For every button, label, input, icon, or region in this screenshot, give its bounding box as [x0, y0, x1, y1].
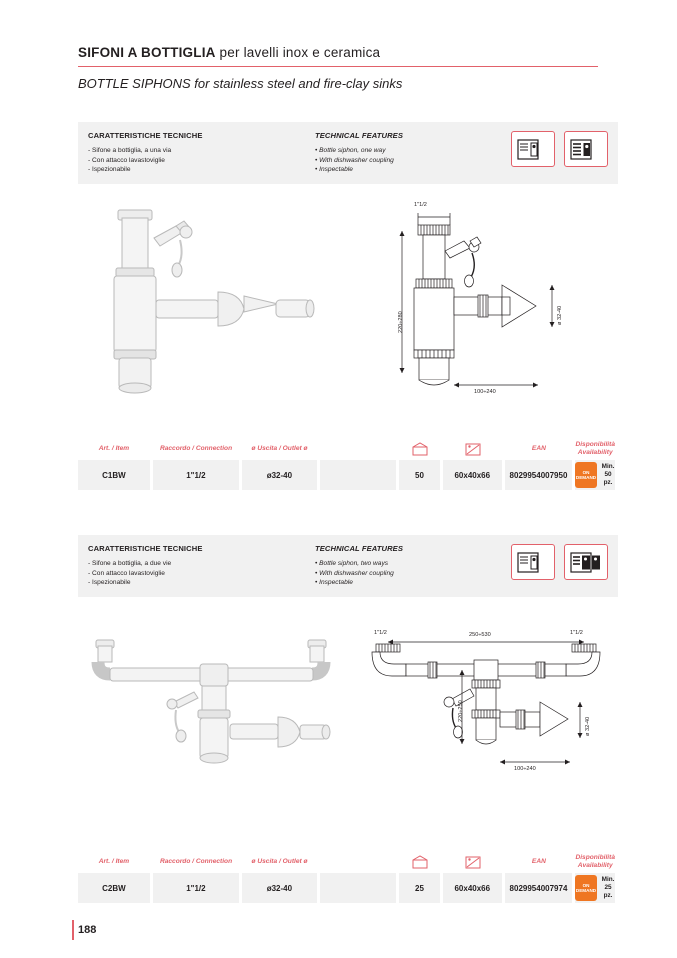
table-header-2	[78, 851, 618, 873]
page-title-bold: SIFONI A BOTTIGLIA	[78, 45, 216, 60]
features-it-2	[88, 544, 238, 588]
cell-blank	[320, 460, 397, 490]
product-table-1	[78, 438, 618, 490]
min-qty	[601, 876, 615, 900]
table-row	[78, 460, 618, 490]
features-en-1	[315, 131, 475, 175]
technical-drawing-c2bw	[366, 626, 616, 816]
single-bowl-sink-icon	[511, 131, 555, 167]
dim-span-2: 250÷530	[469, 632, 491, 638]
features-list-en-1	[315, 146, 475, 175]
dim-outlet-1: ø 32-40	[557, 305, 563, 325]
pictogram-group-2	[511, 544, 608, 580]
features-list-it-2	[88, 559, 238, 588]
list-item: • With dishwasher coupling	[315, 156, 394, 164]
table-row	[78, 873, 618, 903]
cell-pack-qty: 25	[399, 873, 439, 903]
dim-height-1: 220÷280	[398, 311, 404, 333]
features-title-en-2: TECHNICAL FEATURES	[315, 544, 404, 553]
features-en-2	[315, 544, 475, 588]
technical-drawing-c1bw	[392, 202, 612, 410]
badge-line1: ON	[582, 469, 590, 475]
pictogram-group-1	[511, 131, 608, 167]
single-bowl-sink-with-drainer-icon	[511, 544, 555, 580]
box-icon	[400, 442, 440, 457]
dim-length-1: 100÷240	[474, 389, 496, 395]
page-title	[78, 45, 598, 66]
page-header	[78, 45, 598, 91]
features-list-it-1	[88, 146, 238, 175]
table-header-1	[78, 438, 618, 460]
th-availability-en: Availability	[577, 862, 613, 869]
footer-accent-bar	[72, 920, 74, 940]
list-item: - Con attacco lavastoviglie	[88, 569, 165, 577]
list-item: • Inspectable	[315, 166, 353, 174]
features-it-1	[88, 131, 238, 175]
features-title-it-2: CARATTERISTICHE TECNICHE	[88, 544, 203, 553]
carton-icon	[443, 442, 502, 457]
page-title-light: per lavelli inox e ceramica	[215, 45, 381, 60]
cell-carton-size: 60x40x66	[443, 460, 502, 490]
th-ean: EAN	[531, 445, 546, 452]
dim-height-2: 220÷250	[458, 700, 464, 722]
features-list-en-2	[315, 559, 475, 588]
cell-pack-qty: 50	[399, 460, 439, 490]
th-outlet: ø Uscita / Outlet ø	[251, 858, 308, 865]
cell-connection: 1"1/2	[153, 873, 239, 903]
features-title-it-1: CARATTERISTICHE TECNICHE	[88, 131, 203, 140]
min-line1: Min.	[601, 876, 615, 883]
list-item: - Sifone a bottiglia, a una via	[88, 147, 172, 154]
th-availability-it: Disponibilità	[575, 854, 615, 861]
th-outlet: ø Uscita / Outlet ø	[251, 445, 308, 452]
cell-ean: 8029954007974	[505, 873, 572, 903]
cell-item: C1BW	[78, 460, 150, 490]
th-connection: Raccordo / Connection	[159, 858, 233, 865]
cell-ean: 8029954007950	[505, 460, 572, 490]
cell-connection: 1"1/2	[153, 460, 239, 490]
cell-outlet: ø32-40	[242, 873, 317, 903]
dim-length-2: 100÷240	[514, 766, 536, 772]
th-availability	[575, 441, 615, 457]
product-photo-c2bw	[88, 632, 348, 797]
cell-carton-size: 60x40x66	[443, 873, 502, 903]
th-availability	[575, 854, 615, 870]
min-line1: Min.	[601, 463, 615, 470]
page-footer	[78, 920, 96, 938]
th-item: Art. / Item	[98, 445, 130, 452]
features-band-2	[78, 535, 618, 597]
single-bowl-sink-with-drainer-icon	[564, 131, 608, 167]
min-line2: 50 pz.	[603, 471, 613, 486]
page-subtitle: BOTTLE SIPHONS for stainless steel and fire-clay sinks	[78, 76, 403, 91]
min-line2: 25 pz.	[603, 884, 613, 899]
on-demand-badge	[575, 462, 597, 488]
page-number: 188	[78, 924, 97, 936]
title-divider	[78, 66, 598, 67]
dim-outlet-2: ø 32-40	[585, 716, 591, 736]
double-bowl-sink-icon	[564, 544, 608, 580]
cell-blank	[320, 873, 397, 903]
dim-left-thread-2: 1"1/2	[374, 630, 387, 636]
box-icon	[400, 855, 440, 870]
features-band-1	[78, 122, 618, 184]
carton-icon	[443, 855, 502, 870]
list-item: - Sifone a bottiglia, a due vie	[88, 560, 172, 567]
cell-availability	[575, 873, 615, 903]
badge-line1: ON	[582, 882, 590, 888]
cell-outlet: ø32-40	[242, 460, 317, 490]
th-availability-en: Availability	[577, 449, 613, 456]
badge-line2: DEMAND	[575, 888, 597, 893]
list-item: • With dishwasher coupling	[315, 569, 394, 577]
list-item: • Bottle siphon, two ways	[315, 560, 389, 567]
dim-right-thread-2: 1"1/2	[570, 630, 583, 636]
list-item: • Inspectable	[315, 579, 353, 587]
features-title-en-1: TECHNICAL FEATURES	[315, 131, 404, 140]
th-availability-it: Disponibilità	[575, 441, 615, 448]
list-item: - Ispezionabile	[88, 579, 131, 587]
cell-availability	[575, 460, 615, 490]
list-item: - Con attacco lavastoviglie	[88, 156, 165, 164]
product-table-2	[78, 851, 618, 903]
cell-item: C2BW	[78, 873, 150, 903]
dim-top-thread-1: 1"1/2	[414, 202, 427, 208]
product-photo-c1bw	[100, 200, 340, 430]
th-connection: Raccordo / Connection	[159, 445, 233, 452]
list-item: - Ispezionabile	[88, 166, 131, 174]
min-qty	[601, 463, 615, 487]
list-item: • Bottle siphon, one way	[315, 147, 386, 154]
on-demand-badge	[575, 875, 597, 901]
th-ean: EAN	[531, 858, 546, 865]
badge-line2: DEMAND	[575, 475, 597, 480]
th-item: Art. / Item	[98, 858, 130, 865]
